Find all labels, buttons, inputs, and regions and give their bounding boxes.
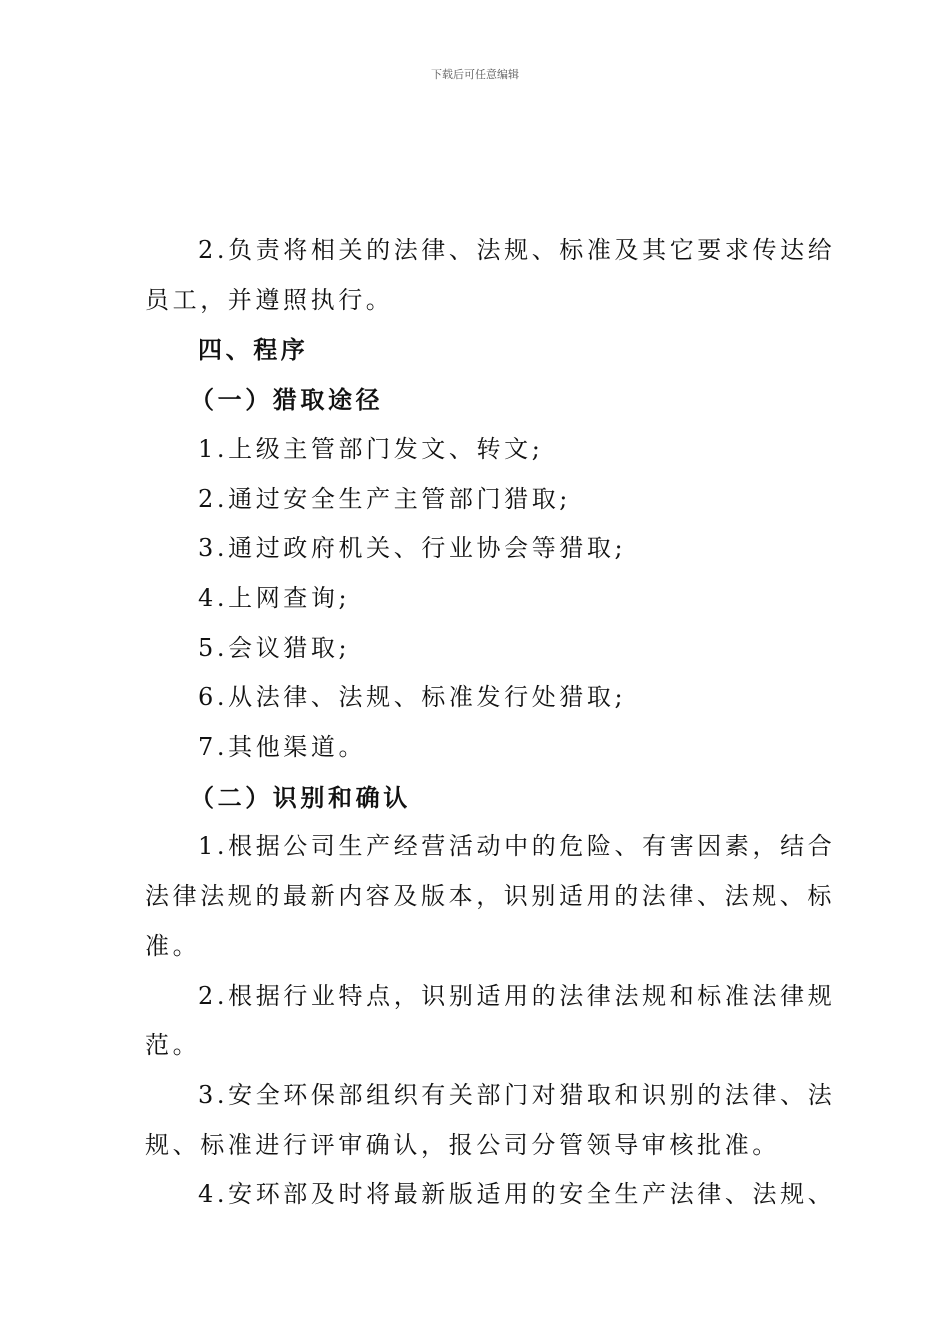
paragraph-line: 准。 [145,931,201,960]
subsection-heading: （二）识别和确认 [190,782,411,812]
paragraph-line: 2.根据行业特点，识别适用的法律法规和标准法律规 [198,981,836,1010]
paragraph-line: 法律法规的最新内容及版本，识别适用的法律、法规、标 [145,882,835,911]
paragraph-line: 3.安全环保部组织有关部门对猎取和识别的法律、法 [198,1080,836,1109]
list-item: 6.从法律、法规、标准发行处猎取; [198,683,627,712]
paragraph-line: 2.负责将相关的法律、法规、标准及其它要求传达给 [198,236,836,264]
list-item: 4.上网查询; [198,583,351,612]
subsection-heading: （一）猎取途径 [190,385,384,415]
list-item: 7.其他渠道。 [198,733,367,762]
section-heading: 四、程序 [198,335,309,365]
list-item: 1.上级主管部门发文、转文; [198,434,544,463]
paragraph-line: 范。 [145,1031,201,1060]
list-item: 5.会议猎取; [198,633,351,662]
paragraph-line: 员工，并遵照执行。 [145,285,394,314]
paragraph-line: 4.安环部及时将最新版适用的安全生产法律、法规、 [198,1180,836,1209]
document-body [145,226,836,1220]
paragraph-line: 1.根据公司生产经营活动中的危险、有害因素，结合 [198,832,836,861]
list-item: 3.通过政府机关、行业协会等猎取; [198,534,627,563]
paragraph-line: 规、标准进行评审确认，报公司分管领导审核批准。 [145,1130,780,1159]
page-header-note: 下载后可任意编辑 [431,68,519,81]
list-item: 2.通过安全生产主管部门猎取; [198,484,571,513]
